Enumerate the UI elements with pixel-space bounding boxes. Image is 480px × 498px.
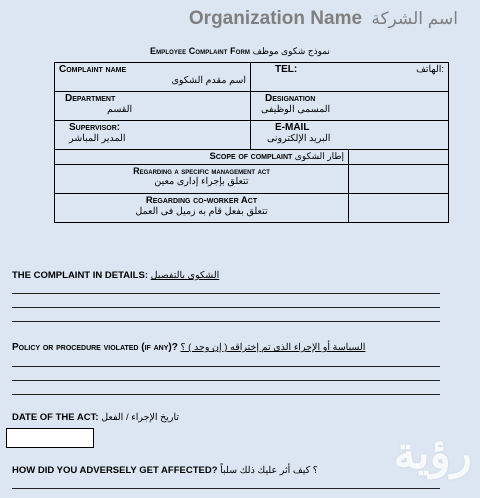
affected-label-ar: ؟ كيف أثر عليك ذلك سلباً (220, 465, 318, 476)
policy-line[interactable] (12, 366, 440, 367)
policy-line[interactable] (12, 380, 440, 381)
designation-label: Designation (265, 93, 316, 104)
complaint-details-heading (12, 270, 219, 281)
affected-label: HOW DID YOU ADVERSELY GET AFFECTED? (12, 465, 218, 476)
designation-cell[interactable] (251, 92, 449, 121)
table-row (55, 165, 449, 194)
organization-header (189, 8, 458, 30)
policy-line[interactable] (12, 394, 440, 395)
management-act-label: Regarding a specific management act (133, 166, 270, 176)
supervisor-label: Supervisor: (69, 122, 121, 133)
policy-violated-label-ar: السياسة أو الإجراء الذى تم إختراقه ( إن وجد ) ؟ (180, 342, 366, 353)
complaint-info-table (54, 62, 449, 223)
complaint-name-cell[interactable] (55, 63, 251, 92)
scope-cell (55, 150, 349, 165)
email-label-ar: البريد الإلكترونى (267, 133, 331, 144)
tel-label-en: TEL: (275, 64, 298, 75)
management-act-cell (55, 165, 349, 194)
form-title (0, 46, 480, 57)
date-input-box[interactable] (6, 428, 94, 448)
department-cell[interactable] (55, 92, 251, 121)
coworker-act-label-ar: تتعلق بفعل قام به زميل فى العمل (135, 206, 268, 217)
complaint-details-label-ar: الشكوى بالتفصيل (150, 270, 220, 281)
org-name: Organization Name (188, 8, 363, 29)
complaint-name-label: Complaint name (59, 64, 127, 75)
form-title-ar: نموذج شكوى موظف (252, 46, 330, 56)
table-row (55, 92, 449, 121)
management-act-label-ar: تتعلق بإجراء إدارى معين (154, 176, 249, 187)
coworker-act-cell (55, 194, 349, 223)
policy-violated-label: Policy or procedure violated (if any)? (12, 342, 178, 353)
department-label: Department (65, 93, 116, 104)
coworker-act-label: Regarding co-worker Act (145, 195, 258, 206)
org-name-arabic: اسم الشركة (371, 9, 458, 28)
complaint-details-label: THE COMPLAINT IN DETAILS: (12, 270, 148, 281)
date-heading (12, 412, 179, 423)
details-line[interactable] (12, 293, 440, 294)
date-label: DATE OF THE ACT: (12, 412, 99, 423)
details-line[interactable] (12, 321, 440, 322)
form-title-en: Employee Complaint Form (150, 46, 250, 56)
scope-label-ar: إطار الشكوى (294, 151, 344, 161)
table-row (55, 63, 449, 92)
department-label-ar: القسم (107, 104, 133, 115)
supervisor-label-ar: المدير المباشر (69, 133, 126, 144)
scope-value-cell[interactable] (349, 150, 449, 165)
date-label-ar: تاريخ الإجراء / الفعل (101, 412, 180, 423)
watermark-logo: رؤية (393, 429, 472, 478)
table-row (55, 121, 449, 150)
scope-label: Scope of complaint (209, 151, 293, 162)
table-row (55, 150, 449, 165)
details-line[interactable] (12, 307, 440, 308)
complaint-name-label-ar: اسم مقدم الشكوى (171, 75, 246, 86)
policy-violated-heading (12, 342, 365, 353)
management-act-checkbox[interactable] (349, 165, 449, 194)
email-label: E-MAIL (275, 122, 310, 133)
tel-cell[interactable] (251, 63, 449, 92)
email-cell[interactable] (251, 121, 449, 150)
affected-heading (12, 465, 318, 476)
tel-label-ar: الهاتف: (416, 64, 444, 75)
tel-label (255, 64, 444, 75)
supervisor-cell[interactable] (55, 121, 251, 150)
designation-label-ar: المسمى الوظيفى (261, 104, 331, 115)
coworker-act-checkbox[interactable] (349, 194, 449, 223)
table-row (55, 194, 449, 223)
affected-line[interactable] (12, 488, 440, 489)
